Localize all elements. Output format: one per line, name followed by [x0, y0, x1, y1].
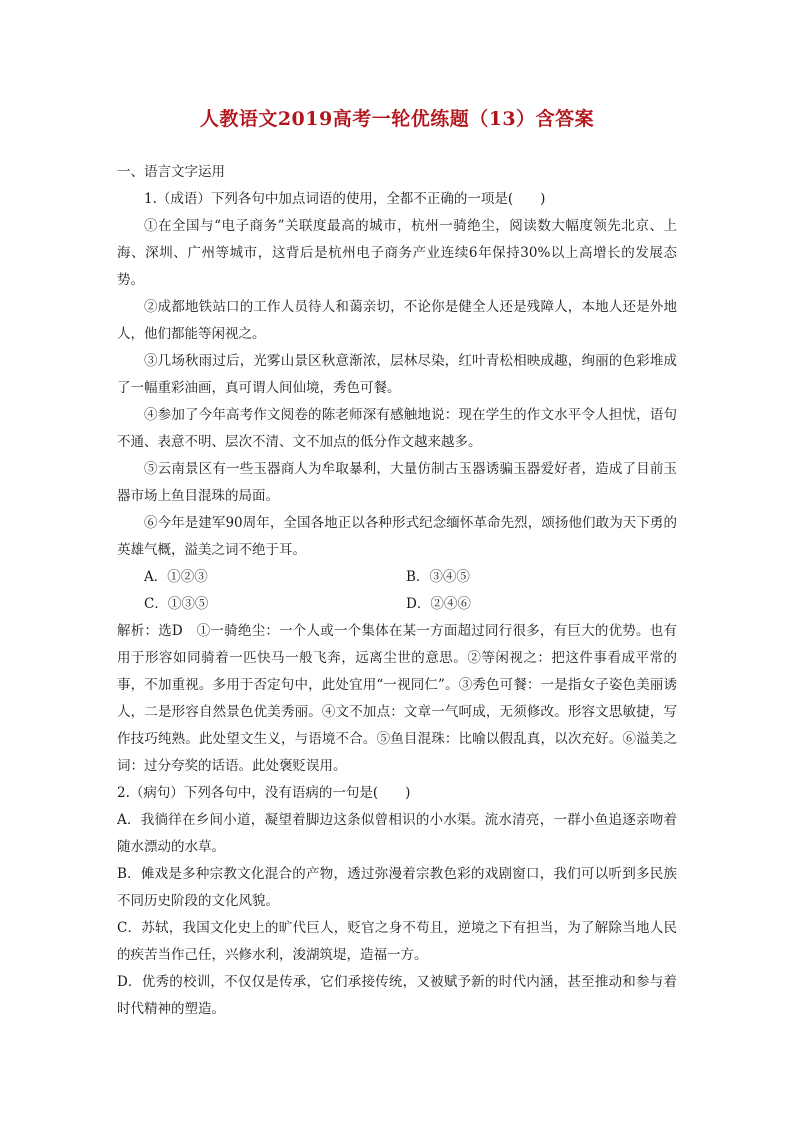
question-1-item-2: ②成都地铁站口的工作人员待人和蔼亲切，不论你是健全人还是残障人，本地人还是外地人，他们都能等闲视之。: [117, 299, 677, 342]
question-1-item-5: ⑤云南景区有一些玉器商人为牟取暴利，大量仿制古玉器诱骗玉器爱好者，造成了目前玉器市场上鱼目混珠的局面。: [117, 461, 677, 504]
question-1-item-1: ①在全国与“电子商务”关联度最高的城市，杭州一骑绝尘，阅读数大幅度领先北京、上海、深圳、广州等城市，这背后是杭州电子商务产业连续6年保持30%以上高增长的发展态势。: [117, 218, 677, 288]
question-2-stem: 2.（病句）下列各句中，没有语病的一句是( ): [117, 785, 411, 801]
question-1-option-a: A．①②③: [144, 569, 208, 585]
section-heading: 一、语言文字运用: [117, 164, 225, 180]
question-2-option-c: C．苏轼，我国文化史上的旷代巨人，贬官之身不苟且，逆境之下有担当，为了解除当地人民的疾苦当作己任，兴修水利，浚湖筑堤，造福一方。: [117, 920, 677, 963]
question-2-option-b: B．傩戏是多种宗教文化混合的产物，透过弥漫着宗教色彩的戏剧窗口，我们可以听到多民族不同历史阶段的文化风貌。: [117, 866, 677, 909]
question-1-item-4: ④参加了今年高考作文阅卷的陈老师深有感触地说：现在学生的作文水平令人担忧，语句不通、表意不明、层次不清、文不加点的低分作文越来越多。: [117, 407, 677, 450]
document-title: 人教语文2019高考一轮优练题（13）含答案: [199, 108, 595, 130]
question-1-item-6: ⑥今年是建军90周年，全国各地正以各种形式纪念缅怀革命先烈，颂扬他们敢为天下勇的英雄气概，溢美之词不绝于耳。: [117, 515, 677, 558]
question-1-option-c: C．①③⑤: [144, 596, 209, 612]
question-2-option-d: D．优秀的校训，不仅仅是传承，它们承接传统，又被赋予新的时代内涵，甚至推动和参与着时代精神的塑造。: [117, 974, 677, 1017]
question-1-analysis: 解析：选D ①一骑绝尘：一个人或一个集体在某一方面超过同行很多，有巨大的优势。也有用于形容如同骑着一匹快马一般飞奔，远离尘世的意思。②等闲视之：把这件事看成平常的事，不加重视。多用于否定句中，此处宜用“一视同仁”。③秀色可餐：一是指女子姿色美丽诱人，二是形容自然景色优美秀丽。④文不加点：文章一气呵成，无须修改。形容文思敏捷，写作技巧纯熟。此处望文生义，与语境不合。⑤鱼目混珠：比喻以假乱真，以次充好。⑥溢美之词：过分夸奖的话语。此处褒贬误用。: [117, 623, 677, 774]
question-1-analysis-block: [117, 618, 677, 780]
question-1-stem: 1.（成语）下列各句中加点词语的使用，全都不正确的一项是( ): [144, 191, 546, 207]
question-2-option-a: A．我徜徉在乡间小道，凝望着脚边这条似曾相识的小水渠。流水清亮，一群小鱼追逐亲吻着随水漂动的水草。: [117, 812, 677, 855]
question-1-option-d: D．②④⑥: [406, 596, 471, 612]
question-1-options: [117, 564, 677, 618]
document-content: [117, 159, 677, 1023]
question-1-item-3: ③几场秋雨过后，光雾山景区秋意渐浓，层林尽染，红叶青松相映成趣，绚丽的色彩堆成了一幅重彩油画，真可谓人间仙境，秀色可餐。: [117, 353, 677, 396]
question-1-option-b: B．③④⑤: [406, 569, 470, 585]
